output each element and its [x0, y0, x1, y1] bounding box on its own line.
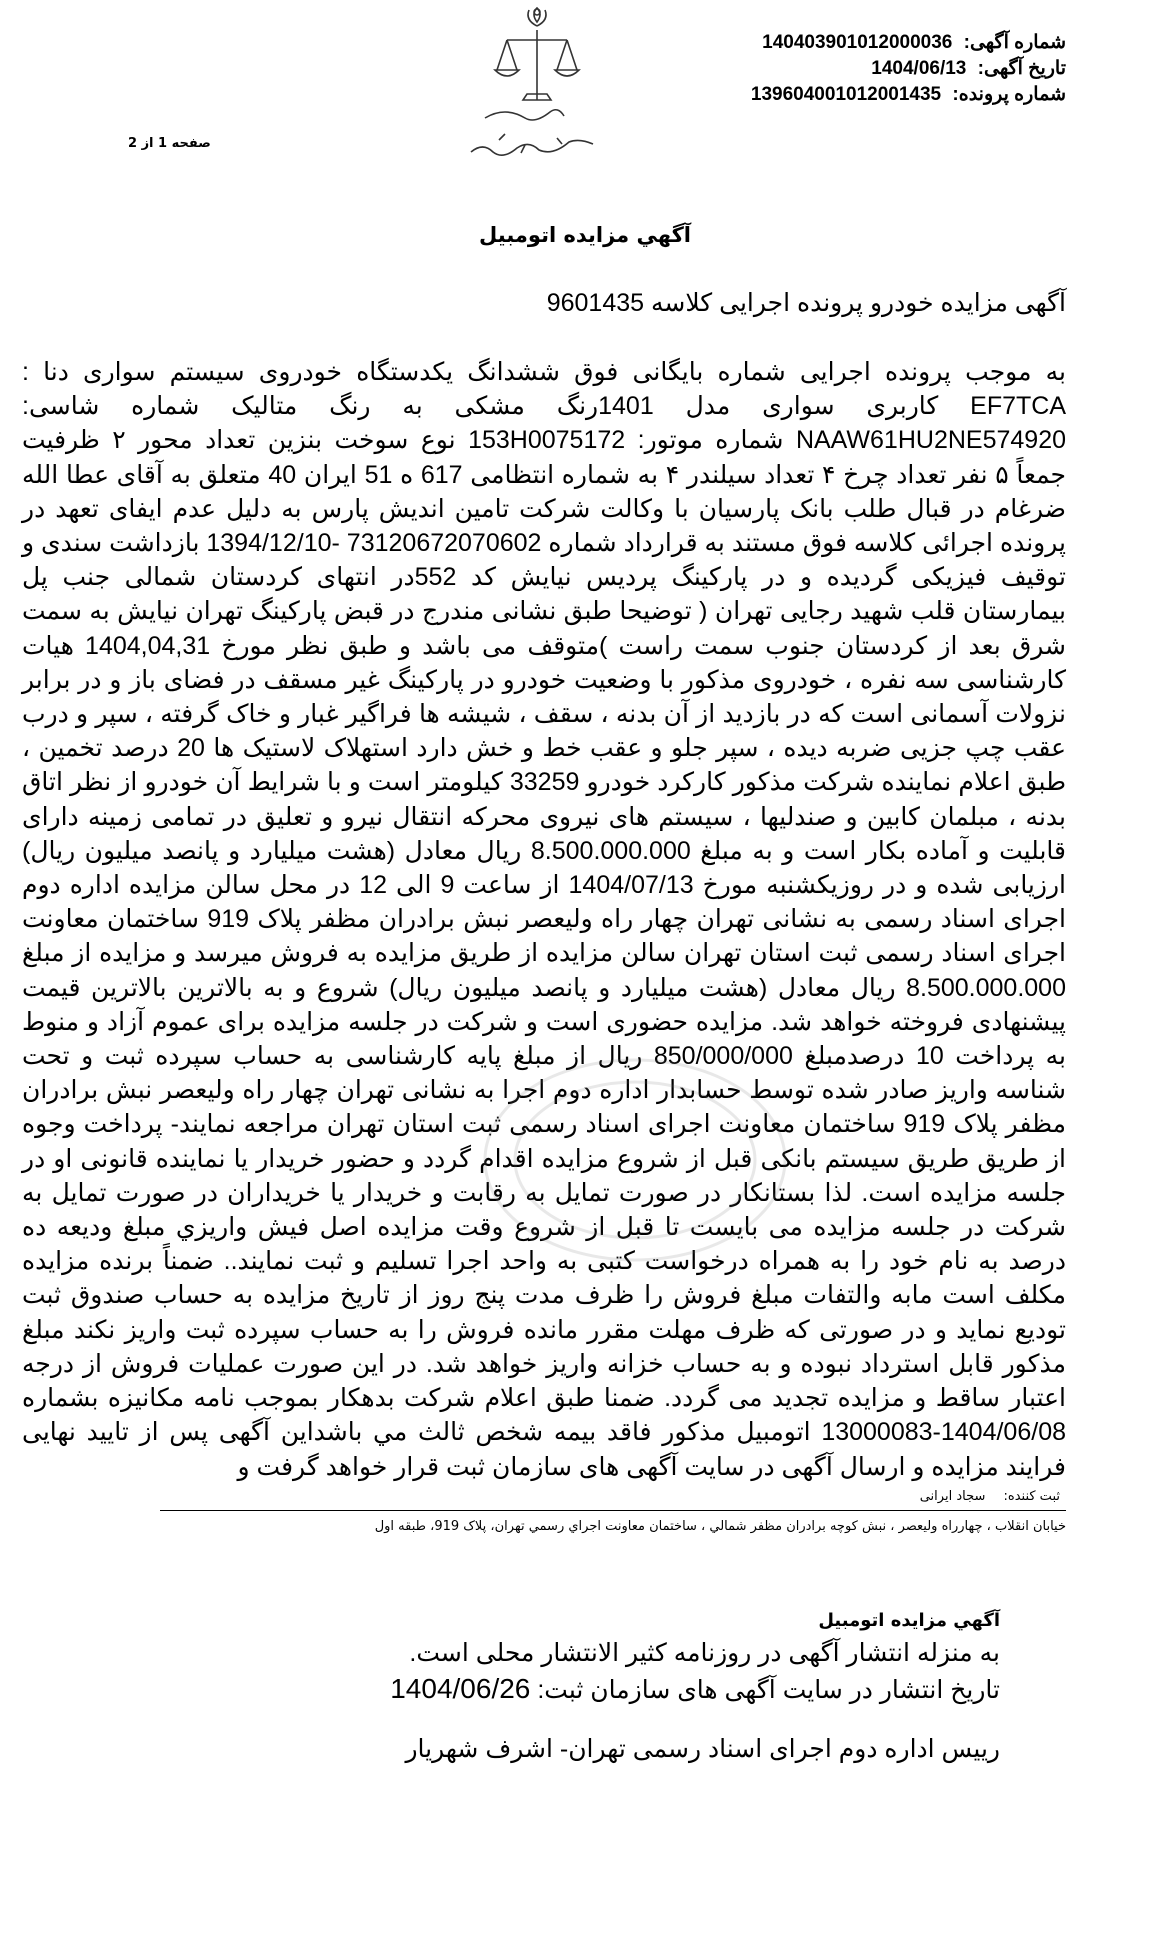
registrar-name: سجاد ایرانی	[919, 1489, 986, 1504]
document-title: آگهي مزايده اتومبيل	[479, 223, 691, 247]
footer-publish-date: 1404/06/26	[390, 1673, 531, 1704]
notice-body: به موجب پرونده اجرایی شماره بایگانی فوق ششدانگ یکدستگاه خودروی سیستم سواری دنا : EF7TCA کاربری سواری مدل 1401رنگ مشکی به رنگ متالیک شماره شاسی: NAAW61HU2NE574920 شماره موتور: 153H0075172 نوع سوخت بنزین تعداد محور ۲ ظرفیت جمعاً ۵ نفر تعداد چرخ ۴ تعداد سیلندر ۴ به شماره انتظامی 617 ه 51 ایران 40 متعلق به آقای عطا الله ضرغام در قبال طلب بانک پارسیان با وکالت شرکت تامین اندیش پارس به دلیل عدم ایفای تعهد در پرونده اجرائی کلاسه فوق مستند به قرارداد شماره 73120672070602 -1394/12/10 بازداشت سندی و توقیف فیزیکی گردیده و در پارکینگ پردیس نیایش کد 552در انتهای کردستان شمالی جنب پل بیمارستان قلب شهید رجایی تهران ( توضیحا طبق نشانی مندرج در قبض پارکینگ تهران نیایش به سمت شرق بعد از کردستان جنوب سمت راست )متوقف می باشد و طبق نظر مورخ 1404,04,31 هیات کارشناسی سه نفره ، خودروی مذکور با وضعیت خودرو در پارکینگ غیر مسقف در فضای باز و در برابر نزولات آسمانی است که در بازدید از آن بدنه ، سقف ، شیشه ها فراگیر غبار و خاک گرفته ، سپر و درب عقب چپ جزیی ضربه دیده ، سپر جلو و عقب خط و خش دارد استهلاک لاستیک ها 20 درصد تخمین ، طبق اعلام نماینده شرکت مذکور کارکرد خودرو 33259 کیلومتر است و با شرایط آن خودرو از نظر اتاق بدنه ، مبلمان کابین و صندلیها ، سیستم های نیروی محرکه انتقال نیرو و تعلیق در تمامی زمینه دارای قابلیت و آماده بکار است و به مبلغ 8.500.000.000 ریال معادل (هشت میلیارد و پانصد میلیون ریال) ارزیابی شده و در روزیکشنبه مورخ 1404/07/13 از ساعت 9 الی 12 در محل سالن مزایده اداره دوم اجرای اسناد رسمی به نشانی تهران چهار راه ولیعصر نبش برادران مظفر پلاک 919 ساختمان معاونت اجرای اسناد رسمی ثبت استان تهران سالن مزایده از طریق مزایده به فروش میرسد و مزایده از مبلغ 8.500.000.000 ریال معادل (هشت میلیارد و پانصد میلیون ریال) شروع و به بالاترین بالاترین قیمت پیشنهادی فروخته خواهد شد. مزایده حضوری است و شرکت در جلسه مزایده برای عموم آزاد و منوط به پرداخت 10 درصدمبلغ 850/000/000 ریال از مبلغ پایه کارشناسی به حساب سپرده ثبت و تحت شناسه واریز صادر شده توسط حسابدار اداره دوم اجرا به نشانی تهران چهار راه ولیعصر نبش برادران مظفر پلاک 919 ساختمان معاونت اجرای اسناد رسمی ثبت استان تهران مراجعه نمایند- پرداخت وجوه از طریق طریق سیستم بانکی قبل از شروع مزایده اقدام گردد و حضور خریدار یا نماینده قانونی او در جلسه مزایده است. لذا بستانکار در صورت تمایل به رقابت و خریدار یا خریداران در صورت تمایل به شرکت در جلسه مزایده می بایست تا قبل از شروع وقت مزایده اصل فیش واریزي مبلغ ودیعه ده درصد به نام خود را به همراه درخواست کتبی به واحد اجرا تسلیم و ثبت نمایند.. ضمناً برنده مزایده مکلف است مابه والتفات مبلغ فروش را ظرف مدت پنج روز از تاریخ مزایده به حساب صندوق ثبت تودیع نماید و در صورتی که ظرف مهلت مقرر مانده فروش را به حساب سپرده ثبت واریز نکند مبلغ مذکور قابل استرداد نبوده و به حساب خزانه واریز خواهد شد. در این صورت عملیات فروش از درجه اعتبار ساقط و مزایده تجدید می گردد. ضمنا طبق اعلام شرکت بدهکار بموجب نامه مکانیزه بشماره 1404/06/08-13000083 اتومبیل مذکور فاقد بیمه شخص ثالث مي باشداین آگهی پس از تایید نهایی فرایند مزایده و ارسال آگهی در سایت آگهی های سازمان ثبت قرار خواهد گرفت و	[22, 358, 1067, 1481]
page-number: صفحه 1 از 2	[128, 136, 211, 151]
notice-subject: آگهی مزایده خودرو پرونده اجرایی کلاسه 9601435	[546, 289, 1066, 317]
footer-block	[390, 1606, 1000, 1767]
judiciary-emblem-logo	[465, 0, 620, 180]
footer-title: آگهي مزايده اتومبيل	[818, 1610, 1000, 1631]
notice-number-label: شماره آگهی:	[963, 32, 1066, 53]
file-number-label: شماره پرونده:	[952, 84, 1066, 105]
emblem-icon	[465, 0, 620, 180]
registrar-label: ثبت کننده:	[1003, 1489, 1060, 1504]
registrar	[920, 1489, 1060, 1504]
notice-date-label: تاریخ آگهی:	[977, 58, 1066, 79]
notice-number-row	[751, 30, 1066, 56]
file-number-row	[751, 82, 1066, 108]
notice-date-row	[751, 56, 1066, 82]
footer-line-publication: به منزله انتشار آگهی در روزنامه کثیر الانتشار محلی است.	[409, 1639, 1000, 1667]
notice-number: 140403901012000036	[762, 32, 953, 53]
notice-date: 1404/06/13	[871, 58, 967, 79]
notice-meta	[751, 30, 1066, 108]
watermark-stamp	[470, 1040, 800, 1280]
footer-publish-date-label: تاریخ انتشار در سایت آگهی های سازمان ثبت:	[537, 1676, 1000, 1704]
footer-publish-date-row	[390, 1671, 1000, 1708]
office-address: خیابان انقلاب ، چهارراه ولیعصر ، نبش کوچه برادران مظفر شمالي ، ساختمان معاونت اجراي رسمي تهران، پلاک 919، طبقه اول	[374, 1519, 1066, 1534]
file-number: 13960400101200143​5	[750, 84, 942, 105]
footer-signature: رییس اداره دوم اجرای اسناد رسمی تهران- اشرف شهریار	[405, 1735, 1000, 1763]
divider	[160, 1510, 1066, 1511]
